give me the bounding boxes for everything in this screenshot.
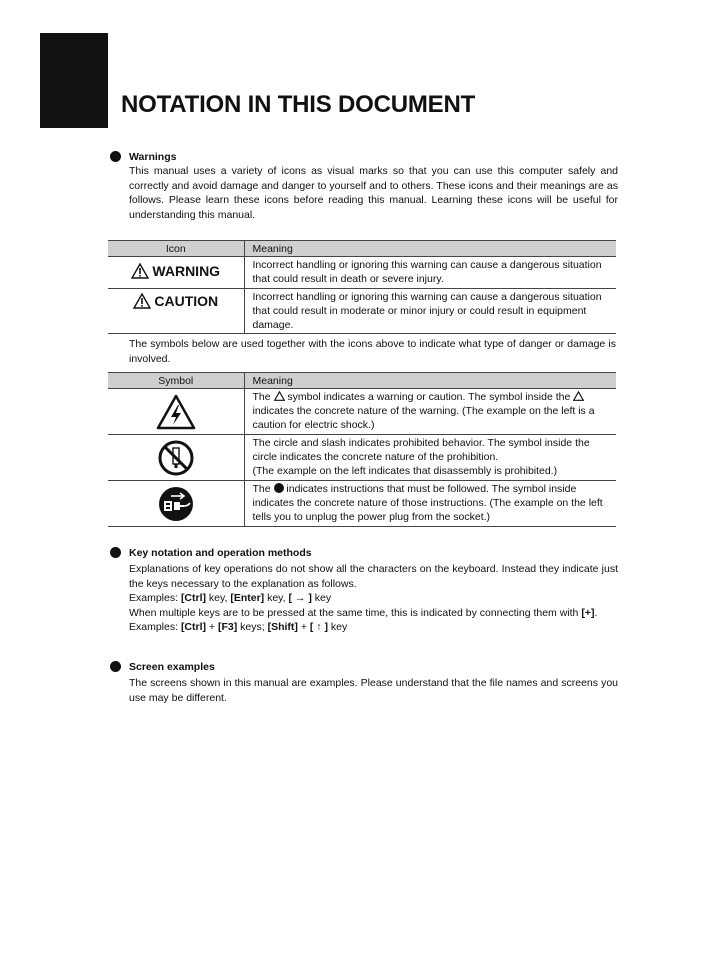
meaning-text: (The example on the left indicates that disassembly is prohibited.) (252, 465, 558, 477)
key-text: keys; (237, 621, 268, 633)
symbol-cell (108, 389, 244, 435)
filled-circle-icon (274, 483, 284, 493)
caution-label-cell (108, 289, 244, 334)
key-ctrl: [Ctrl] (180, 592, 207, 604)
multi-key-text: When multiple keys are to be pressed at the same time, this is indicated by connecting them with (129, 606, 582, 619)
screen-examples-section (110, 660, 618, 705)
key-plus: [+] (581, 606, 595, 619)
table-row (108, 289, 616, 334)
key-text: key, (206, 592, 231, 604)
bullet-icon (110, 547, 121, 558)
key-right-arrow: [ → ] (288, 592, 312, 604)
key-up-arrow: [ ↑ ] (309, 621, 328, 633)
table-row (108, 481, 616, 527)
key-f3: [F3] (217, 621, 238, 633)
symbol-column-header: Symbol (108, 373, 244, 389)
caution-meaning: Incorrect handling or ignoring this warning can cause a dangerous situation that could result in moderate or minor injury or could result in equipment damage. (244, 289, 616, 334)
meaning-column-header: Meaning (244, 373, 616, 389)
triangle-icon (573, 391, 584, 401)
key-text: key (311, 592, 332, 604)
multi-key-end: . (594, 606, 598, 619)
warning-triangle-icon (133, 293, 151, 309)
key-examples-1 (129, 591, 618, 606)
symbol-meaning (244, 389, 616, 435)
warnings-section (110, 150, 618, 222)
symbol-cell (108, 435, 244, 481)
examples-label: Examples: (129, 592, 181, 604)
icon-table (108, 240, 616, 334)
key-notation-title: Key notation and operation methods (129, 547, 312, 559)
key-ctrl: [Ctrl] (180, 621, 207, 633)
key-text: key, (264, 592, 289, 604)
page-title: NOTATION IN THIS DOCUMENT (121, 91, 476, 118)
icon-table-header (108, 241, 616, 257)
key-multi-text (129, 606, 618, 621)
symbol-meaning (244, 481, 616, 527)
warnings-title: Warnings (129, 151, 177, 163)
examples-label: Examples: (129, 621, 181, 633)
table-row (108, 389, 616, 435)
key-text: + (297, 621, 310, 633)
triangle-icon (274, 391, 285, 401)
key-examples-2 (129, 620, 618, 635)
caution-label: CAUTION (154, 293, 219, 309)
icon-column-header: Icon (108, 241, 244, 257)
warnings-body: This manual uses a variety of icons as visual marks so that you can use this computer safely and correctly and avoid damage and danger to yourself and to others. These icons and their meanings are as follows. Please learn these icons before reading this manual. Learning these icons will be useful for understanding this manual. (129, 165, 618, 221)
key-notation-section (110, 546, 618, 635)
meaning-text: symbol indicates a warning or caution. The symbol inside the (284, 391, 574, 403)
meaning-text: The (252, 391, 274, 403)
symbol-cell (108, 481, 244, 527)
no-disassembly-icon (157, 439, 195, 477)
unplug-power-icon (157, 485, 195, 523)
screen-examples-title: Screen examples (129, 661, 215, 673)
bullet-icon (110, 661, 121, 672)
warning-meaning: Incorrect handling or ignoring this warning can cause a dangerous situation that could result in death or severe injury. (244, 257, 616, 289)
table-row (108, 435, 616, 481)
warning-label: WARNING (152, 262, 221, 279)
meaning-text: The (252, 483, 274, 495)
electric-shock-triangle-icon (156, 394, 196, 430)
screen-examples-body: The screens shown in this manual are examples. Please understand that the file names and screens you use may be different. (129, 677, 618, 704)
symbols-intro: The symbols below are used together with the icons above to indicate what type of danger or damage is involved. (129, 338, 616, 365)
key-enter: [Enter] (230, 592, 265, 604)
meaning-text: indicates the concrete nature of the warning. (The example on the left is a caution for electric shock.) (252, 405, 595, 431)
bullet-icon (110, 151, 121, 162)
meaning-text: indicates instructions that must be followed. The symbol inside indicates the concrete nature of those instructions. (The example on the left tells you to unplug the power plug from the socket.) (252, 483, 603, 523)
symbol-table (108, 372, 616, 527)
warning-triangle-icon (131, 263, 149, 279)
meaning-column-header: Meaning (244, 241, 616, 257)
symbol-meaning (244, 435, 616, 481)
key-text: + (206, 621, 218, 633)
meaning-text: The circle and slash indicates prohibited behavior. The symbol inside the circle indicates the concrete nature of the prohibition. (252, 437, 590, 463)
key-text: key (327, 621, 348, 633)
warning-label-cell (108, 257, 244, 289)
chapter-tab (40, 33, 108, 128)
symbol-table-header (108, 373, 616, 389)
key-shift: [Shift] (267, 621, 298, 633)
table-row (108, 257, 616, 289)
key-notation-body: Explanations of key operations do not show all the characters on the keyboard. Instead they indicate just the keys necessary to the explanation as follows. (129, 563, 618, 590)
